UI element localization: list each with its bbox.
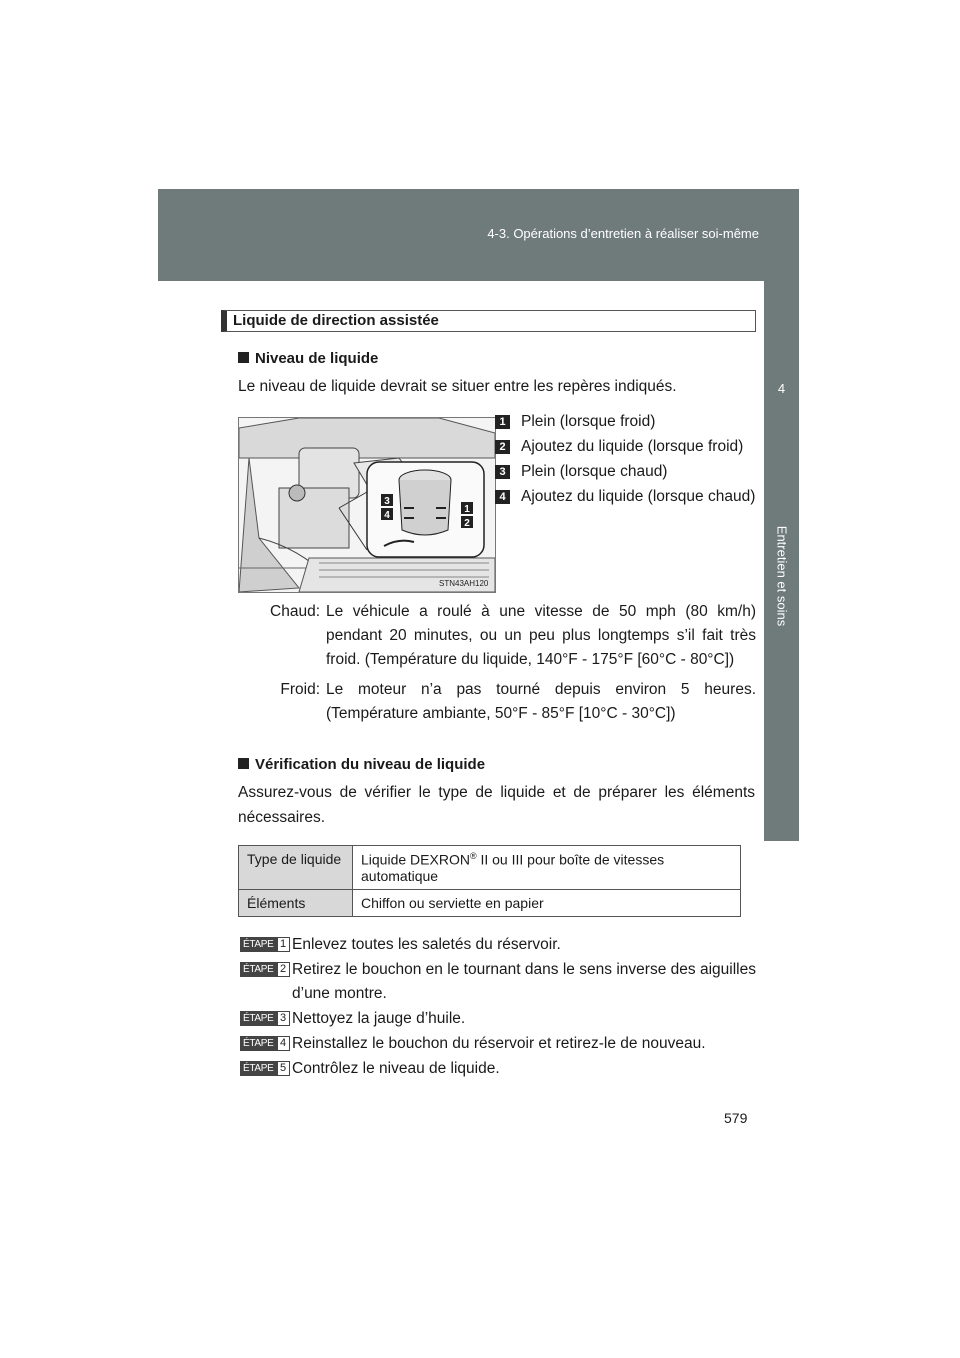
legend-item: 4 Ajoutez du liquide (lorsque chaud) <box>495 485 756 509</box>
step-item: ÉTAPE 4 Reinstallez le bouchon du réservoir et retirez-le de nouveau. <box>238 1032 756 1056</box>
table-row <box>239 889 741 916</box>
square-bullet-icon <box>238 758 249 769</box>
chapter-number: 4 <box>777 381 786 396</box>
figure-code: STN43AH120 <box>439 579 489 588</box>
definition-hot: Chaud: Le véhicule a roulé à une vitesse de 50 mph (80 km/h) pendant 20 minutes, ou un peu plus longtemps s’il fait très froid. (Température du liquide, 140°F - 175°F [60°C - 80°C]) <box>270 603 756 668</box>
step-badge: ÉTAPE 3 <box>240 1011 290 1026</box>
step-item: ÉTAPE 3 Nettoyez la jauge d’huile. <box>238 1007 756 1031</box>
table-row <box>239 846 741 890</box>
steps-list <box>238 933 756 1082</box>
chapter-label: Entretien et soins <box>774 525 790 627</box>
requirements-table <box>238 845 741 917</box>
subheading-level: Niveau de liquide <box>238 350 378 367</box>
chapter-side-tab <box>764 281 799 841</box>
chapter-section-title: 4-3. Opérations d’entretien à réaliser soi-même <box>487 226 759 241</box>
step-item: ÉTAPE 1 Enlevez toutes les saletés du réservoir. <box>238 933 756 957</box>
reservoir-illustration <box>238 417 496 593</box>
section-title: Liquide de direction assistée <box>221 310 756 332</box>
legend-item: 1 Plein (lorsque froid) <box>495 410 756 434</box>
check-intro: Assurez-vous de vérifier le type de liquide et de préparer les éléments nécessaires. <box>238 784 755 826</box>
subheading-check: Vérification du niveau de liquide <box>238 756 485 773</box>
legend-item: 3 Plein (lorsque chaud) <box>495 460 756 484</box>
legend-list <box>495 410 756 510</box>
step-badge: ÉTAPE 4 <box>240 1036 290 1051</box>
svg-text:4: 4 <box>384 510 390 521</box>
step-badge: ÉTAPE 2 <box>240 962 290 977</box>
svg-text:3: 3 <box>384 496 390 507</box>
step-item: ÉTAPE 5 Contrôlez le niveau de liquide. <box>238 1057 756 1081</box>
page-number: 579 <box>724 1110 748 1126</box>
legend-item: 2 Ajoutez du liquide (lorsque froid) <box>495 435 756 459</box>
table-label: Éléments <box>239 889 353 916</box>
square-bullet-icon <box>238 352 249 363</box>
table-value: Liquide DEXRON® II ou III pour boîte de vitesses automatique <box>353 846 741 890</box>
chapter-header <box>158 189 799 281</box>
step-item: ÉTAPE 2 Retirez le bouchon en le tournant dans le sens inverse des aiguilles d’une montre. <box>238 958 756 1006</box>
svg-text:1: 1 <box>464 504 470 515</box>
level-intro: Le niveau de liquide devrait se situer entre les repères indiqués. <box>238 378 677 395</box>
step-badge: ÉTAPE 1 <box>240 937 290 952</box>
svg-text:2: 2 <box>464 518 470 529</box>
table-value: Chiffon ou serviette en papier <box>353 889 741 916</box>
step-badge: ÉTAPE 5 <box>240 1061 290 1076</box>
definition-cold: Froid: Le moteur n’a pas tourné depuis environ 5 heures. (Température ambiante, 50°F - 85°F [10°C - 30°C]) <box>280 681 756 722</box>
definitions <box>238 600 756 732</box>
table-label: Type de liquide <box>239 846 353 890</box>
